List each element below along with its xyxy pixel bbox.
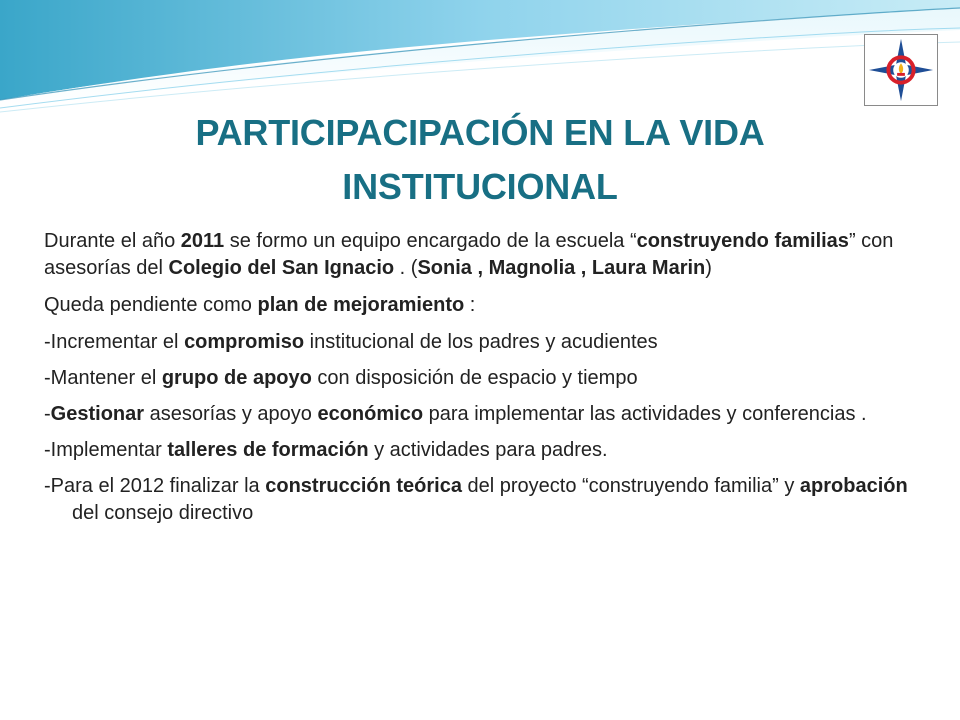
text-segment: - [44, 403, 51, 425]
text-segment: Durante el año [44, 230, 181, 252]
bold-segment: Gestionar [50, 403, 145, 425]
text-segment: -Para el 2012 finalizar la [44, 475, 266, 497]
bold-segment: 2011 [180, 230, 225, 252]
slide-title-line-1: PARTICIPACIPACIÓN EN LA VIDA [195, 112, 765, 153]
bold-segment: económico [317, 403, 424, 425]
text-segment: para implementar las actividades y conferencias . [423, 403, 867, 425]
text-segment: y actividades para padres. [368, 439, 608, 461]
bold-segment: aprobación [799, 475, 908, 497]
text-segment: -Incrementar el [44, 331, 185, 353]
bold-segment: Colegio del San Ignacio [168, 257, 395, 279]
text-segment: . ( [394, 257, 418, 279]
text-segment: se formo un equipo encargado de la escuela “ [224, 230, 637, 252]
text-segment: -Implementar [44, 439, 168, 461]
text-segment: : [464, 294, 476, 316]
compass-rose-logo-icon [865, 35, 937, 105]
list-item-commitment [44, 329, 924, 356]
list-item-theoretical-construction [44, 473, 924, 527]
institution-logo [864, 34, 938, 106]
bold-segment: plan de mejoramiento [257, 294, 465, 316]
text-segment: del proyecto “construyendo familia” y [461, 475, 800, 497]
paragraph-intro [44, 228, 924, 282]
text-segment: institucional de los padres y acudientes [304, 331, 658, 353]
list-item-manage-support [44, 401, 924, 428]
bold-segment: construcción teórica [265, 475, 462, 497]
bold-segment: construyendo familias [636, 230, 849, 252]
text-segment: -Mantener el [44, 367, 162, 389]
slide-body [44, 228, 924, 536]
bold-segment: compromiso [184, 331, 305, 353]
text-segment: ” con asesorías del [44, 230, 894, 279]
slide-title [90, 106, 870, 214]
bold-segment: grupo de apoyo [161, 367, 312, 389]
text-segment: Queda pendiente como [44, 294, 258, 316]
text-segment: asesorías y apoyo [144, 403, 318, 425]
list-item-support-group [44, 365, 924, 392]
header-wave-decoration [0, 0, 960, 120]
slide-title-line-2: INSTITUCIONAL [342, 166, 618, 207]
text-segment: del consejo directivo [72, 502, 254, 524]
paragraph-pending-plan [44, 292, 924, 319]
bold-segment: talleres de formación [167, 439, 369, 461]
bold-segment: Sonia , Magnolia , Laura Marin [417, 257, 706, 279]
text-segment: ) [705, 257, 712, 279]
list-item-workshops [44, 437, 924, 464]
text-segment: con disposición de espacio y tiempo [311, 367, 638, 389]
